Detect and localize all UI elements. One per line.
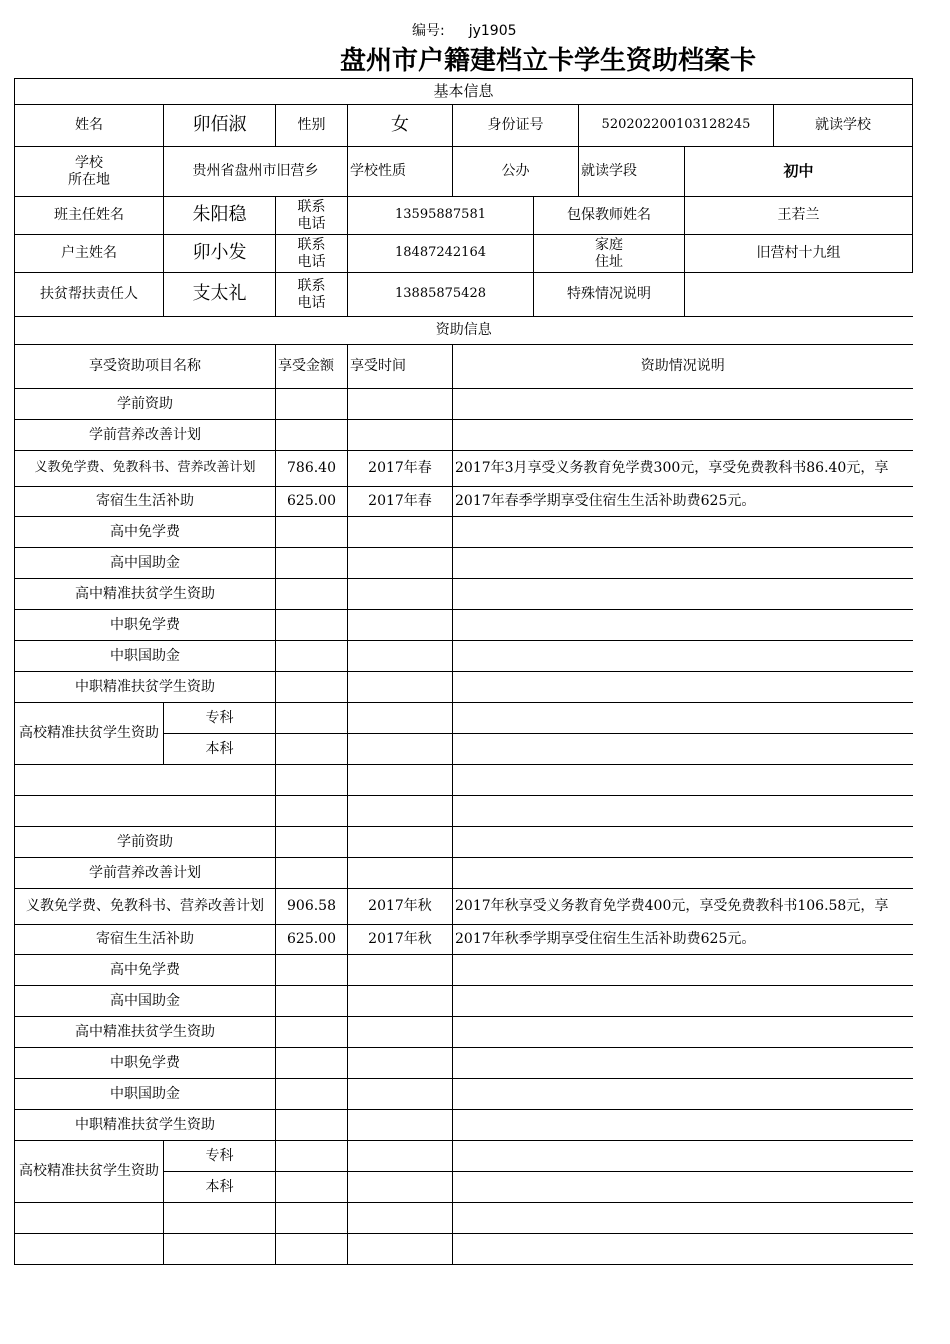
blank-cell [15,796,276,827]
aid-row [15,548,913,579]
aid-description [453,858,913,889]
aid-row [15,1017,913,1048]
aid-time [348,955,453,986]
card-number-label: 编号: [412,23,445,39]
aid-description [453,1079,913,1110]
aid-amount [276,734,348,765]
aid-time [348,420,453,451]
aid-row [15,517,913,548]
aid-time [348,734,453,765]
aid-item-name: 学前营养改善计划 [15,420,276,451]
aid-description [453,1017,913,1048]
college-sub-benke: 本科 [164,1172,276,1203]
aid-time [348,672,453,703]
aid-row [15,389,913,420]
blank-cell [276,796,348,827]
aid-time: 2017年秋 [348,889,453,925]
blank-cell [276,765,348,796]
aid-amount [276,858,348,889]
aid-description [453,955,913,986]
helper-phone: 13885875428 [348,273,534,317]
student-name: 卯佰淑 [164,105,276,147]
aid-row [15,955,913,986]
blank-cell [164,1234,276,1265]
aid-item-name: 义教免学费、免教科书、营养改善计划 [15,889,276,925]
aid-description [453,1141,913,1172]
col-time-header: 享受时间 [348,345,453,389]
aid-time: 2017年秋 [348,925,453,955]
aid-description [453,703,913,734]
aid-item-name: 高中精准扶贫学生资助 [15,1017,276,1048]
aid-description [453,1048,913,1079]
aid-description [453,734,913,765]
teacher-phone-label: 联系 电话 [276,197,348,235]
school-type-label: 学校性质 [348,147,453,197]
aid-amount [276,420,348,451]
aid-item-name: 高中免学费 [15,517,276,548]
aid-time [348,1048,453,1079]
aid-row [15,858,913,889]
college-sub-zhuanke: 专科 [164,703,276,734]
aid-time [348,1017,453,1048]
aid-item-name: 中职免学费 [15,610,276,641]
aid-time [348,1110,453,1141]
householder-phone: 18487242164 [348,235,534,273]
blank-row [15,1234,913,1265]
school-type: 公办 [453,147,579,197]
aid-item-name: 义教免学费、免教科书、营养改善计划 [15,451,276,487]
aid-amount [276,641,348,672]
gender-value: 女 [348,105,453,147]
college-aid-label: 高校精准扶贫学生资助 [15,703,164,765]
blank-cell [15,765,276,796]
aid-description [453,610,913,641]
helper-phone-label: 联系 电话 [276,273,348,317]
aid-row [15,420,913,451]
id-number: 520202200103128245 [579,105,774,147]
aid-description [453,579,913,610]
aid-description: 2017年秋享受义务教育免学费400元，享受免费教科书106.58元，享 [453,889,913,925]
aid-time [348,579,453,610]
aid-amount [276,1172,348,1203]
school-location-label: 学校 所在地 [15,147,164,197]
blank-cell [453,765,913,796]
blank-cell [348,1234,453,1265]
card-number-value: jy1905 [468,23,517,39]
aid-row [15,579,913,610]
home-address: 旧营村十九组 [685,235,913,273]
aid-amount [276,610,348,641]
aid-description [453,986,913,1017]
blank-cell [453,796,913,827]
teacher-name: 朱阳稳 [164,197,276,235]
special-label: 特殊情况说明 [534,273,685,317]
blank-cell [348,765,453,796]
aid-amount [276,579,348,610]
stage-label: 就读学段 [579,147,685,197]
aid-item-name: 学前资助 [15,827,276,858]
aid-amount [276,827,348,858]
aid-amount [276,517,348,548]
aid-description [453,672,913,703]
aid-description [453,389,913,420]
aid-time [348,517,453,548]
aid-row [15,1141,913,1172]
aid-row [15,925,913,955]
aid-time: 2017年春 [348,487,453,517]
aid-amount [276,1048,348,1079]
archive-table [14,78,913,1265]
school-location: 贵州省盘州市旧营乡 [164,147,348,197]
aid-amount: 786.40 [276,451,348,487]
blank-cell [453,1203,913,1234]
aid-amount [276,1079,348,1110]
aid-amount: 625.00 [276,487,348,517]
aid-block-2017-autumn [15,827,913,1265]
aid-item-name: 寄宿生生活补助 [15,487,276,517]
aid-row [15,1048,913,1079]
helper-name: 支太礼 [164,273,276,317]
teacher-label: 班主任姓名 [15,197,164,235]
aid-row [15,487,913,517]
blank-cell [348,796,453,827]
blank-cell [15,1234,164,1265]
aid-item-name: 高中国助金 [15,986,276,1017]
college-aid-label: 高校精准扶贫学生资助 [15,1141,164,1203]
aid-time [348,986,453,1017]
card-number [412,20,517,40]
college-sub-benke: 本科 [164,734,276,765]
aid-item-name: 高中国助金 [15,548,276,579]
aid-row [15,827,913,858]
aid-row [15,889,913,925]
aid-description: 2017年秋季学期享受住宿生生活补助费625元。 [453,925,913,955]
aid-amount [276,1141,348,1172]
aid-row [15,703,913,734]
aid-item-name: 学前资助 [15,389,276,420]
aid-amount: 906.58 [276,889,348,925]
page-title: 盘州市户籍建档立卡学生资助档案卡 [340,46,757,76]
college-sub-zhuanke: 专科 [164,1141,276,1172]
aid-info-heading: 资助信息 [15,317,913,345]
aid-time [348,1172,453,1203]
aid-item-name: 中职精准扶贫学生资助 [15,672,276,703]
col-item-header: 享受资助项目名称 [15,345,276,389]
aid-amount: 625.00 [276,925,348,955]
aid-time [348,548,453,579]
aid-description [453,517,913,548]
blank-cell [348,1203,453,1234]
aid-description [453,1110,913,1141]
aid-row [15,1079,913,1110]
aid-item-name: 高中精准扶贫学生资助 [15,579,276,610]
blank-row [15,796,913,827]
aid-description [453,548,913,579]
aid-item-name: 中职国助金 [15,641,276,672]
address-label: 家庭 住址 [534,235,685,273]
aid-time [348,827,453,858]
aid-item-name: 中职国助金 [15,1079,276,1110]
aid-amount [276,1017,348,1048]
blank-cell [276,1203,348,1234]
aid-description [453,827,913,858]
aid-row [15,1110,913,1141]
aid-row [15,610,913,641]
helper-label: 扶贫帮扶责任人 [15,273,164,317]
school-stage: 初中 [685,147,913,197]
aid-amount [276,986,348,1017]
blank-row [15,1203,913,1234]
col-amount-header: 享受金额 [276,345,348,389]
aid-item-name: 中职免学费 [15,1048,276,1079]
aid-amount [276,389,348,420]
aid-amount [276,955,348,986]
aid-item-name: 中职精准扶贫学生资助 [15,1110,276,1141]
aid-time [348,389,453,420]
aid-row [15,641,913,672]
householder-label: 户主姓名 [15,235,164,273]
aid-time [348,703,453,734]
aid-time [348,610,453,641]
aid-row [15,451,913,487]
gender-label: 性别 [276,105,348,147]
blank-cell [276,1234,348,1265]
teacher-phone: 13595887581 [348,197,534,235]
aid-block-2017-spring [15,389,913,827]
aid-item-name: 寄宿生生活补助 [15,925,276,955]
school-label: 就读学校 [774,105,913,147]
aid-description [453,641,913,672]
aid-amount [276,548,348,579]
special-note [685,273,913,317]
aid-item-name: 高中免学费 [15,955,276,986]
aid-amount [276,672,348,703]
blank-cell [164,1203,276,1234]
aid-row [15,986,913,1017]
householder-phone-label: 联系 电话 [276,235,348,273]
blank-row [15,765,913,796]
aid-time [348,858,453,889]
aid-description: 2017年春季学期享受住宿生生活补助费625元。 [453,487,913,517]
blank-cell [453,1234,913,1265]
archive-sheet [14,78,912,1265]
householder-name: 卯小发 [164,235,276,273]
col-desc-header: 资助情况说明 [453,345,913,389]
aid-row [15,672,913,703]
aid-time: 2017年春 [348,451,453,487]
blank-cell [15,1203,164,1234]
mentor-label: 包保教师姓名 [534,197,685,235]
aid-description [453,1172,913,1203]
aid-description: 2017年3月享受义务教育免学费300元，享受免费教科书86.40元，享 [453,451,913,487]
aid-amount [276,703,348,734]
aid-time [348,1079,453,1110]
basic-info-heading: 基本信息 [15,79,913,105]
aid-amount [276,1110,348,1141]
id-label: 身份证号 [453,105,579,147]
aid-item-name: 学前营养改善计划 [15,858,276,889]
mentor-name: 王若兰 [685,197,913,235]
aid-time [348,641,453,672]
name-label: 姓名 [15,105,164,147]
aid-description [453,420,913,451]
aid-time [348,1141,453,1172]
